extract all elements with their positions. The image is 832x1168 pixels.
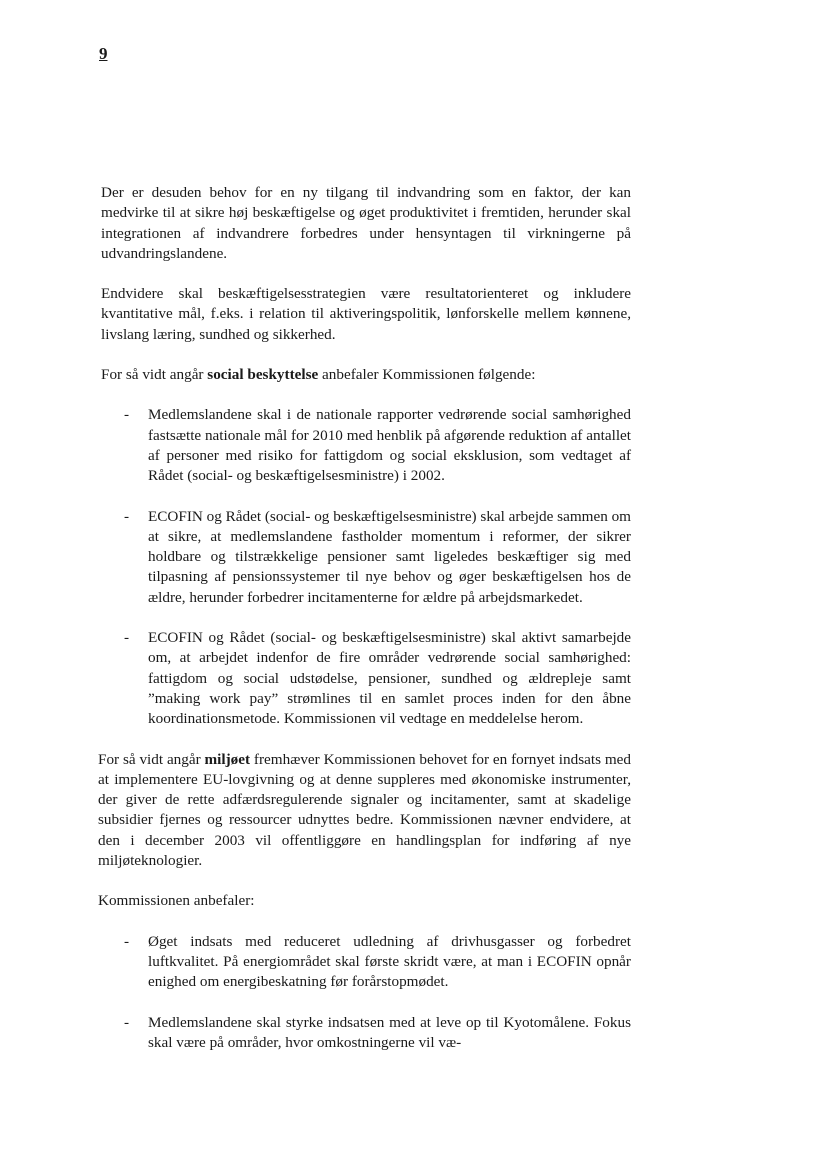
dash-bullet: - [124,629,130,647]
list-item-text: ECOFIN og Rådet (social- og beskæftigelsesministre) skal arbejde sammen om at sikre, at medlemslandene fastholder momentum i reformer, der sikrer holdbare og tilstrækkelige pensioner samt ligeledes beskæftiger sig med tilpasning af pensionssystemer til nye behov og øger beskæftigelsen hos de ældre, herunder forbedrer incitamenterne for ældre på arbejdsmarkedet. [148,507,631,606]
paragraph-immigration: Der er desuden behov for en ny tilgang til indvandring som en faktor, der kan medvirke til at sikre høj beskæftigelse og øget produktivitet i fremtiden, herunder skal integrationen af indvandrere forbedres under hensyntagen til virkningerne på udvandringslandene. [101,184,631,262]
dash-bullet: - [124,507,130,525]
list-item-text: Øget indsats med reduceret udledning af drivhusgasser og forbedret luftkvalitet. På energiområdet skal første skridt være, at man i ECOFIN opnår enighed om energibeskatning før forårstopmødet. [148,932,631,991]
dash-bullet: - [124,406,130,424]
paragraph-text: For så vidt angår [98,750,205,768]
paragraph-text: For så vidt angår [101,366,208,384]
social-recommendations-list [101,405,631,729]
list-item-text: ECOFIN og Rådet (social- og beskæftigelsesministre) skal aktivt samarbejde om, at arbejdet indenfor de fire områder vedrørende social samhørighed: fattigdom og social udstødelse, pensioner, sundhed og ældrepleje samt ”making work pay” strømlines til en samlet proces inden for den åbne koordinationsmetode. Kommissionen vil vedtage en meddelelse herom. [148,629,631,728]
paragraph-commission-recommends: Kommissionen anbefaler: [98,892,255,910]
list-item [101,628,631,729]
document-body [98,183,631,1073]
paragraph-text: fremhæver Kommissionen behovet for en fornyet indsats med at implementere EU-lovgivning og at denne suppleres med økonomiske instrumenter, der giver de rette adfærdsregulerende signaler og incitamenter, samt at skadelige subsidier fjernes og ressourcer udnyttes bedre. Kommissionen nævner endvidere, at den i december 2003 vil offentliggøre en handlingsplan for indføring af nye miljøteknologier. [98,750,631,870]
list-item [101,932,631,993]
list-item [101,507,631,608]
dash-bullet: - [124,1013,130,1031]
paragraph-text: anbefaler Kommissionen følgende: [318,366,536,384]
emphasis-environment: miljøet [204,750,251,768]
emphasis-social-protection: social beskyttelse [207,366,319,384]
dash-bullet: - [124,932,130,950]
paragraph-environment [98,750,631,872]
environment-recommendations-list [101,932,631,1053]
list-item-text: Medlemslandene skal styrke indsatsen med at leve op til Kyotomålene. Fokus skal være på områder, hvor omkostningerne vil væ- [148,1013,631,1051]
list-item-text: Medlemslandene skal i de nationale rapporter vedrørende social samhørighed fastsætte nationale mål for 2010 med henblik på afgørende reduktion af antallet af personer med risiko for fattigdom og social eksklusion, som vedtaget af Rådet (social- og beskæftigelsesministre) i 2002. [148,406,631,485]
page-number: 9 [99,44,108,63]
list-item [101,1013,631,1054]
list-item [101,405,631,486]
paragraph-employment-strategy: Endvidere skal beskæftigelsesstrategien være resultatorienteret og inkludere kvantitative mål, f.eks. i relation til aktiveringspolitik, lønforskelle mellem kønnene, livslang læring, sundhed og sikkerhed. [101,285,631,343]
paragraph-social-protection [101,365,631,385]
